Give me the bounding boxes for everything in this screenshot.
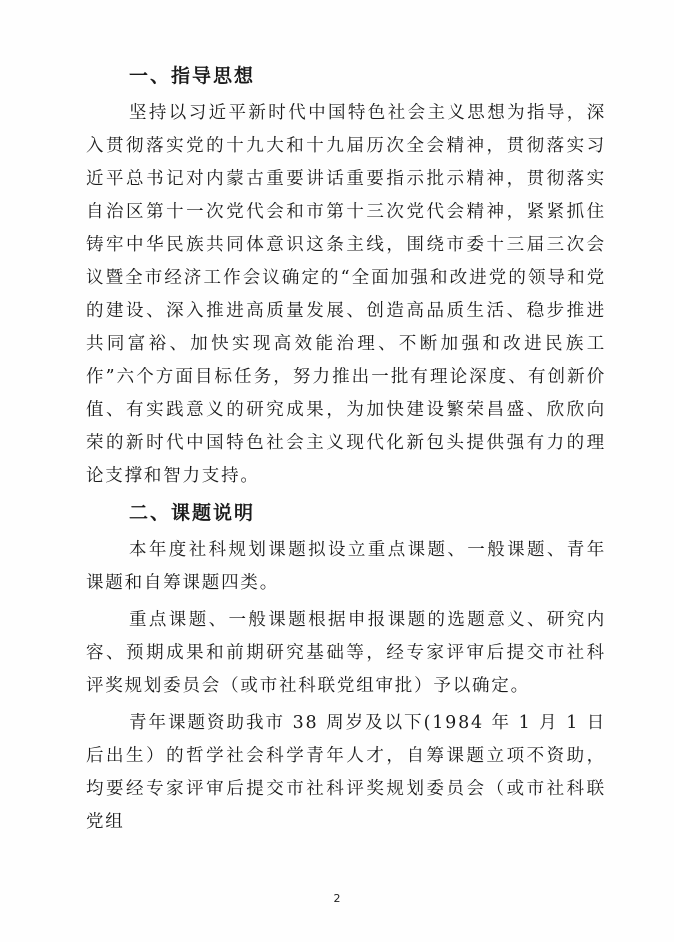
paragraph-topic-categories: 本年度社科规划课题拟设立重点课题、一般课题、青年课题和自筹课题四类。	[86, 540, 606, 593]
paragraph-youth-self-funded-topics: 青年课题资助我市 38 周岁及以下(1984 年 1 月 1 日后出生）的哲学社会科学青年人才，自筹课题立项不资助，均要经专家评审后提交市社科评奖规划委员会（或市社科联党组	[86, 713, 606, 832]
section-heading-topic-description: 二、课题说明	[129, 502, 256, 524]
page-number: 2	[333, 892, 341, 905]
paragraph-guiding-ideology: 坚持以习近平新时代中国特色社会主义思想为指导，深入贯彻落实党的十九大和十九届历次全会精神，贯彻落实习近平总书记对内蒙古重要讲话重要指示批示精神，贯彻落实自治区第十一次党代会和市第十三次党代会精神，紧紧抓住铸牢中华民族共同体意识这条主线，围绕市委十三届三次会议暨全市经济工作会议确定的“全面加强和改进党的领导和党的建设、深入推进高质量发展、创造高品质生活、稳步推进共同富裕、加快实现高效能治理、不断加强和改进民族工作”六个方面目标任务，努力推出一批有理论深度、有创新价值、有实践意义的研究成果，为加快建设繁荣昌盛、欣欣向荣的新时代中国特色社会主义现代化新包头提供强有力的理论支撑和智力支持。	[86, 103, 606, 486]
section-heading-guiding-ideology: 一、指导思想	[129, 65, 256, 87]
document-body	[86, 60, 606, 839]
paragraph-key-general-topics: 重点课题、一般课题根据申报课题的选题意义、研究内容、预期成果和前期研究基础等，经专家评审后提交市社科评奖规划委员会（或市社科联党组审批）予以确定。	[86, 610, 606, 696]
